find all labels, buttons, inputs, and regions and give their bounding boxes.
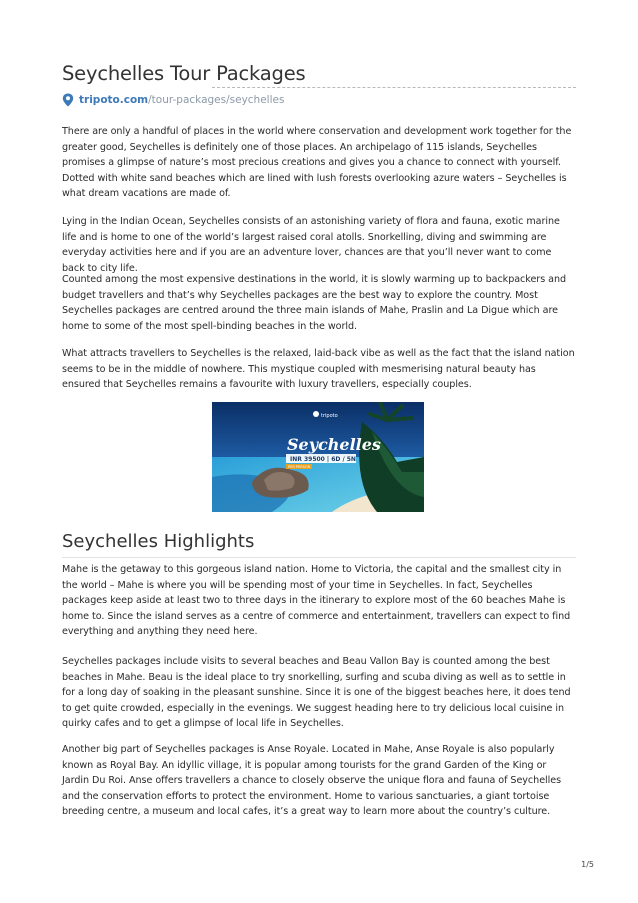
- banner-brand: tripoto: [321, 413, 338, 419]
- intro-paragraph-4: [62, 346, 576, 393]
- highlights-paragraph-3: [62, 742, 576, 820]
- intro-paragraph-3: [62, 272, 576, 334]
- banner-heading: Seychelles: [287, 435, 381, 454]
- source-path: /tour-packages/seychelles: [148, 94, 285, 106]
- intro-paragraph-1: [62, 124, 576, 202]
- paragraph-text: There are only a handful of places in the world where conservation and development work together for the greater good, Seychelles is definitely one of those places. An archipelago of 115 islands, Seychelles promises a glimpse of nature’s most precious creations and gives you a chance to connect with yourself. Dotted with white sand beaches which are lined with lush forests overlooking azure waters – Seychelles is what dream vacations are made of.: [62, 126, 572, 200]
- highlights-paragraph-1: [62, 562, 576, 640]
- location-pin-icon: [62, 93, 74, 107]
- dashed-divider: [212, 87, 576, 88]
- page-title: Seychelles Tour Packages: [62, 62, 306, 85]
- paragraph-text: Mahe is the getaway to this gorgeous island nation. Home to Victoria, the capital and the smallest city in the world – Mahe is where you will be spending most of your time in Seychelles. In fact, Seychelles packages keep aside at least two to three days in the itinerary to explore most of the 60 beaches Mahe is home to. Since the island serves as a centre of commerce and entertainment, travellers can expect to find everything and anything they need here.: [62, 564, 571, 638]
- paragraph-text: Counted among the most expensive destinations in the world, it is slowly warming up to backpackers and budget travellers and that’s why Seychelles packages are the best way to explore the country. Most Seychelles packages are centred around the three main islands of Mahe, Praslin and La Digue which are home to some of the most spell-binding beaches in the world.: [62, 274, 567, 332]
- hero-image: [212, 402, 424, 512]
- paragraph-text: Seychelles packages include visits to several beaches and Beau Vallon Bay is counted among the best beaches in Mahe. Beau is the ideal place to try snorkelling, surfing and scuba diving as well as to settle in for a long day of soaking in the pleasant sunshine. Since it is one of the biggest beaches here, it does tend to get quite crowded, especially in the evenings. We suggest heading here to try delicious local cuisine in quirky cafes and to get a glimpse of local life in Seychelles.: [62, 656, 571, 730]
- tripoto-logo-icon: [313, 411, 319, 417]
- banner-tag: PER PERSON: [288, 465, 311, 469]
- section-heading: Seychelles Highlights: [62, 531, 255, 552]
- intro-paragraph-2: [62, 214, 576, 276]
- banner-price: INR 39500 | 6D / 5N: [290, 456, 356, 463]
- paragraph-text: Another big part of Seychelles packages is Anse Royale. Located in Mahe, Anse Royale is also popularly known as Royal Bay. An idyllic village, it is popular among tourists for the grand Garden of the King or Jardin Du Roi. Anse offers travellers a chance to closely observe the unique flora and fauna of Seychelles and the conservation efforts to protect the environment. Home to various sanctuaries, a giant tortoise breeding centre, a museum and local cafes, it’s a great way to learn more about the country’s culture.: [62, 744, 562, 818]
- heading-rule: [62, 557, 576, 558]
- highlights-paragraph-2: [62, 654, 576, 732]
- paragraph-text: Lying in the Indian Ocean, Seychelles consists of an astonishing variety of flora and fauna, exotic marine life and is home to one of the world’s largest raised coral atolls. Snorkelling, diving and swimming are everyday activities here and if you are an adventure lover, chances are that you’ll never want to come back to city life.: [62, 216, 560, 274]
- paragraph-text: What attracts travellers to Seychelles is the relaxed, laid-back vibe as well as the fact that the island nation seems to be in the middle of nowhere. This mystique coupled with mesmerising natural beauty has ensured that Seychelles remains a favourite with luxury travellers, especially couples.: [62, 348, 575, 391]
- seychelles-promo-banner: [212, 402, 424, 512]
- source-link[interactable]: [79, 94, 284, 106]
- page-number: 1/5: [581, 860, 594, 869]
- source-line: [62, 92, 576, 108]
- source-host: tripoto.com: [79, 94, 149, 106]
